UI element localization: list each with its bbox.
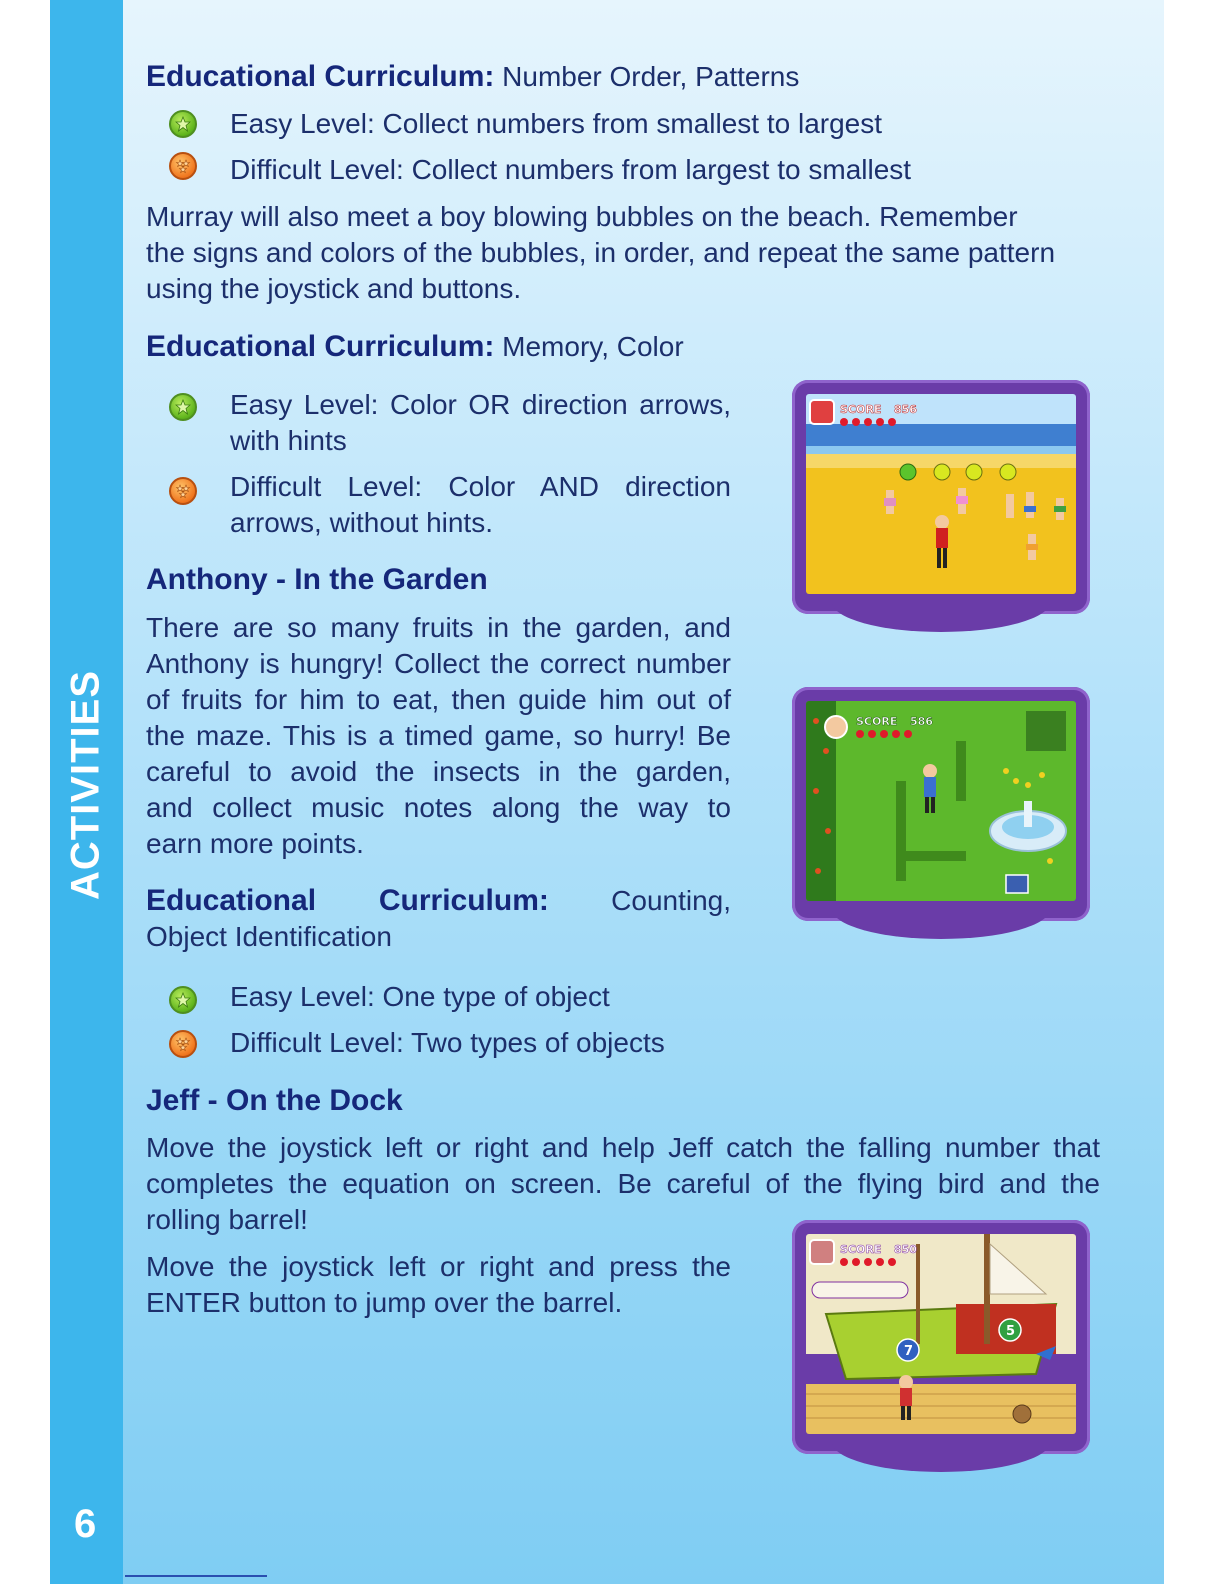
easy-level-line: Easy Level: Color OR direction arrows, [230,389,731,420]
beach-game-screen [806,394,1076,594]
paragraph-line: and collect music notes along the way to [146,792,731,823]
easy-level-line: with hints [230,425,347,456]
easy-level-text: Easy Level: Collect numbers from smallest to largest [230,108,883,139]
paragraph-line: the maze. This is a timed game, so hurry! Be [146,720,731,751]
curriculum-line-number-order [146,59,799,95]
anthony-paragraph [146,610,731,862]
garden-game-screenshot [792,687,1090,921]
murray-paragraph [146,199,1055,307]
paragraph-line: using the joystick and buttons. [146,273,522,304]
paragraph-line: Move the joystick left or right and help Jeff catch the falling number that [146,1132,1100,1163]
paragraph-line: the signs and colors of the bubbles, in order, and repeat the same pattern [146,237,1056,268]
curriculum-line-memory-color [146,329,684,365]
difficult-level-text: Difficult Level: Two types of objects [230,1027,665,1058]
easy-level-text [230,387,731,459]
paragraph-line: rolling barrel! [146,1204,308,1235]
orange-stars-badge-icon [169,1030,197,1058]
green-star-badge-icon [169,110,197,138]
footer-rule [125,1575,267,1577]
dock-game-screen [806,1234,1076,1434]
curriculum-value: Counting, [548,885,732,916]
paragraph-line: of fruits for him to eat, then guide him out of [146,684,731,715]
orange-stars-badge-icon [169,477,197,505]
paragraph-line: There are so many fruits in the garden, and [146,612,731,643]
difficult-level-text [230,469,731,541]
beach-scene [806,394,1076,594]
curriculum-line-2: Object Identification [146,921,392,952]
difficult-level-line: Difficult Level: Color AND direction [230,471,731,502]
equation-bar [812,1282,908,1298]
orange-stars-badge-icon [169,152,197,180]
sidebar-section-label: ACTIVITIES [63,669,108,901]
avatar-icon [810,1240,834,1264]
curriculum-value: Number Order, Patterns [494,61,800,92]
jeff-heading: Jeff - On the Dock [146,1084,403,1117]
curriculum-line-counting [146,883,731,955]
falling-number: 5 [1006,1324,1016,1339]
score-value: 856 [894,403,917,416]
score-value: 586 [910,715,933,728]
curriculum-label: Educational Curriculum: [146,884,549,917]
garden-game-screen [806,701,1076,901]
jeff-paragraph-2 [146,1249,731,1321]
easy-level-text: Easy Level: One type of object [230,981,610,1012]
falling-number: 7 [904,1344,914,1359]
green-star-badge-icon [169,393,197,421]
garden-scene [806,701,1076,901]
paragraph-line: Murray will also meet a boy blowing bubbles on the beach. Remember [146,201,1018,232]
paragraph-line: Move the joystick left or right and press the [146,1251,731,1282]
avatar-icon [825,716,847,738]
page-number: 6 [74,1502,97,1546]
paragraph-line: earn more points. [146,828,364,859]
paragraph-line: Anthony is hungry! Collect the correct number [146,648,731,679]
score-value: 850 [894,1243,917,1256]
paragraph-line: completes the equation on screen. Be careful of the flying bird and the [146,1168,1100,1199]
barrel-icon [1013,1405,1031,1423]
green-star-badge-icon [169,986,197,1014]
difficult-level-line: arrows, without hints. [230,507,493,538]
curriculum-label: Educational Curriculum: [146,60,495,93]
curriculum-line-1 [146,883,731,919]
score-label: SCORE [856,715,898,728]
curriculum-value: Memory, Color [494,331,684,362]
paragraph-line: careful to avoid the insects in the garden, [146,756,731,787]
beach-game-screenshot [792,380,1090,614]
curriculum-label: Educational Curriculum: [146,330,495,363]
anthony-heading: Anthony - In the Garden [146,563,488,596]
paragraph-line: ENTER button to jump over the barrel. [146,1287,623,1318]
avatar-icon [810,400,834,424]
difficult-level-text: Difficult Level: Collect numbers from largest to smallest [230,154,912,185]
dock-scene [806,1234,1076,1434]
score-label: SCORE [840,403,882,416]
dock-game-screenshot [792,1220,1090,1454]
score-label: SCORE [840,1243,882,1256]
